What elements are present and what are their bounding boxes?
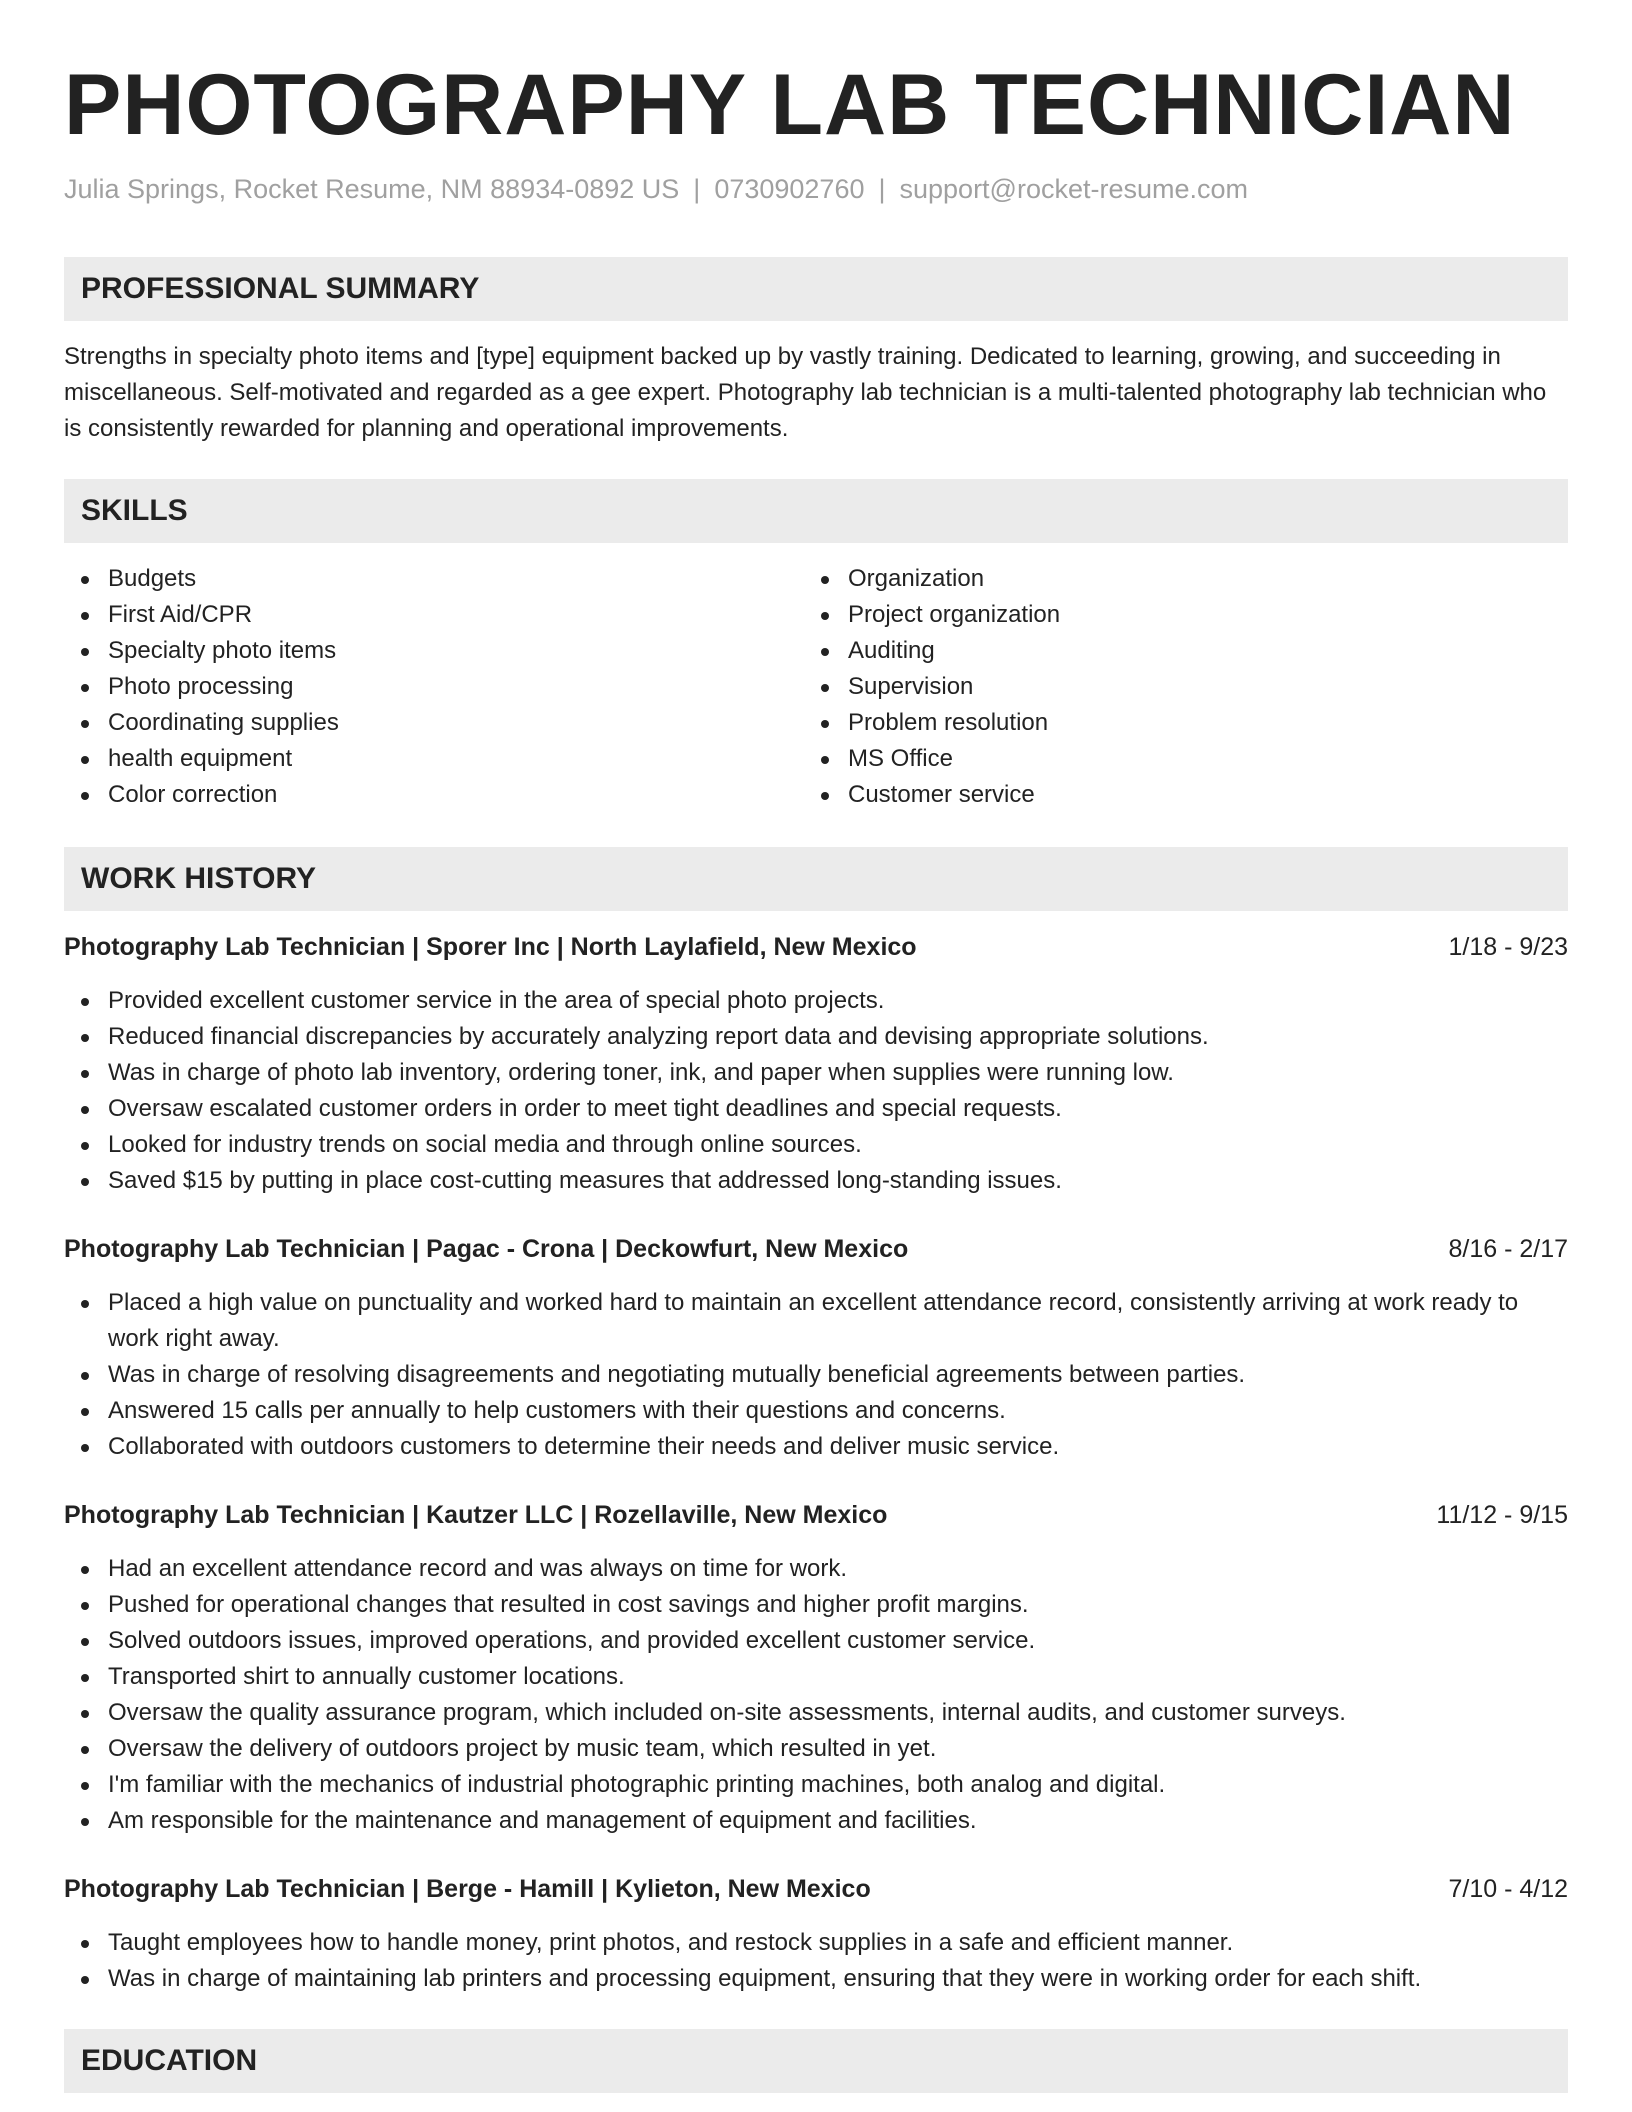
summary-text: Strengths in specialty photo items and [type] equipment backed up by vastly training. Dedicated to learning, growing, and succeeding in miscellaneous. Self-motivated and regarded as a gee expert. Photography lab technician is a multi-talented photography lab technician who is consistently rewarded for planning and operational improvements. [64, 343, 1547, 442]
job-dates: 1/18 - 9/23 [1448, 933, 1568, 961]
job-bullet: Was in charge of resolving disagreements and negotiating mutually beneficial agreements between parties. [64, 1357, 1568, 1393]
job-dates: 11/12 - 9/15 [1436, 1501, 1568, 1529]
job-bullet: Saved $15 by putting in place cost-cutting measures that addressed long-standing issues. [64, 1163, 1568, 1199]
job-bullet: Was in charge of photo lab inventory, ordering toner, ink, and paper when supplies were running low. [64, 1055, 1568, 1091]
skill-item: Specialty photo items [64, 633, 804, 669]
job-bullet: Had an excellent attendance record and was always on time for work. [64, 1551, 1568, 1587]
job-entry [64, 929, 1568, 1199]
job-header [64, 929, 1568, 965]
job-header [64, 1871, 1568, 1907]
section-heading-summary: PROFESSIONAL SUMMARY [64, 257, 1568, 321]
job-bullet: Reduced financial discrepancies by accurately analyzing report data and devising appropriate solutions. [64, 1019, 1568, 1055]
job-bullet: Was in charge of maintaining lab printers and processing equipment, ensuring that they were in working order for each shift. [64, 1961, 1568, 1997]
skill-item: Problem resolution [804, 705, 1544, 741]
skill-item: Customer service [804, 777, 1544, 813]
skill-item: Photo processing [64, 669, 804, 705]
job-header [64, 1497, 1568, 1533]
skills-list-left [64, 561, 804, 813]
job-bullet: Pushed for operational changes that resulted in cost savings and higher profit margins. [64, 1587, 1568, 1623]
job-title: Photography Lab Technician | Pagac - Crona | Deckowfurt, New Mexico [64, 1235, 909, 1263]
skill-item: Project organization [804, 597, 1544, 633]
skill-item: Supervision [804, 669, 1544, 705]
skill-item: health equipment [64, 741, 804, 777]
contact-phone: 0730902760 [714, 174, 865, 204]
job-title: Photography Lab Technician | Berge - Hamill | Kylieton, New Mexico [64, 1875, 871, 1903]
contact-email: support@rocket-resume.com [899, 174, 1249, 204]
contact-line [64, 171, 1568, 207]
job-title: Photography Lab Technician | Kautzer LLC | Rozellaville, New Mexico [64, 1501, 888, 1529]
job-bullet: Provided excellent customer service in the area of special photo projects. [64, 983, 1568, 1019]
job-bullet: Am responsible for the maintenance and management of equipment and facilities. [64, 1803, 1568, 1839]
section-heading-skills: SKILLS [64, 479, 1568, 543]
job-bullet: I'm familiar with the mechanics of industrial photographic printing machines, both analog and digital. [64, 1767, 1568, 1803]
section-heading-education: EDUCATION [64, 2029, 1568, 2093]
job-entry [64, 1871, 1568, 1997]
job-dates: 7/10 - 4/12 [1448, 1875, 1568, 1903]
skills-columns [64, 561, 1568, 813]
skill-item: Color correction [64, 777, 804, 813]
skill-item: Coordinating supplies [64, 705, 804, 741]
job-bullets [64, 1551, 1568, 1839]
section-heading-work-history: WORK HISTORY [64, 847, 1568, 911]
job-entry [64, 1231, 1568, 1465]
job-bullet: Oversaw escalated customer orders in order to meet tight deadlines and special requests. [64, 1091, 1568, 1127]
job-bullet: Placed a high value on punctuality and worked hard to maintain an excellent attendance record, consistently arriving at work ready to work right away. [64, 1285, 1568, 1357]
job-bullet: Oversaw the delivery of outdoors project by music team, which resulted in yet. [64, 1731, 1568, 1767]
job-dates: 8/16 - 2/17 [1448, 1235, 1568, 1263]
job-bullet: Transported shirt to annually customer locations. [64, 1659, 1568, 1695]
job-bullet: Looked for industry trends on social media and through online sources. [64, 1127, 1568, 1163]
job-bullet: Oversaw the quality assurance program, which included on-site assessments, internal audits, and customer surveys. [64, 1695, 1568, 1731]
resume-name: PHOTOGRAPHY LAB TECHNICIAN [64, 57, 1516, 153]
skill-item: Auditing [804, 633, 1544, 669]
skills-list-right [804, 561, 1544, 813]
job-entry [64, 1497, 1568, 1839]
job-bullet: Answered 15 calls per annually to help customers with their questions and concerns. [64, 1393, 1568, 1429]
job-bullets [64, 983, 1568, 1199]
skill-item: Organization [804, 561, 1544, 597]
skill-item: First Aid/CPR [64, 597, 804, 633]
contact-address: Julia Springs, Rocket Resume, NM 88934-0892 US [64, 174, 680, 204]
contact-separator: | [693, 174, 701, 204]
skill-item: Budgets [64, 561, 804, 597]
job-title: Photography Lab Technician | Sporer Inc | North Laylafield, New Mexico [64, 933, 917, 961]
job-bullet: Solved outdoors issues, improved operations, and provided excellent customer service. [64, 1623, 1568, 1659]
job-bullet: Taught employees how to handle money, print photos, and restock supplies in a safe and efficient manner. [64, 1925, 1568, 1961]
skill-item: MS Office [804, 741, 1544, 777]
contact-separator: | [878, 174, 886, 204]
job-header [64, 1231, 1568, 1267]
job-bullets [64, 1285, 1568, 1465]
job-bullets [64, 1925, 1568, 1997]
job-bullet: Collaborated with outdoors customers to determine their needs and deliver music service. [64, 1429, 1568, 1465]
